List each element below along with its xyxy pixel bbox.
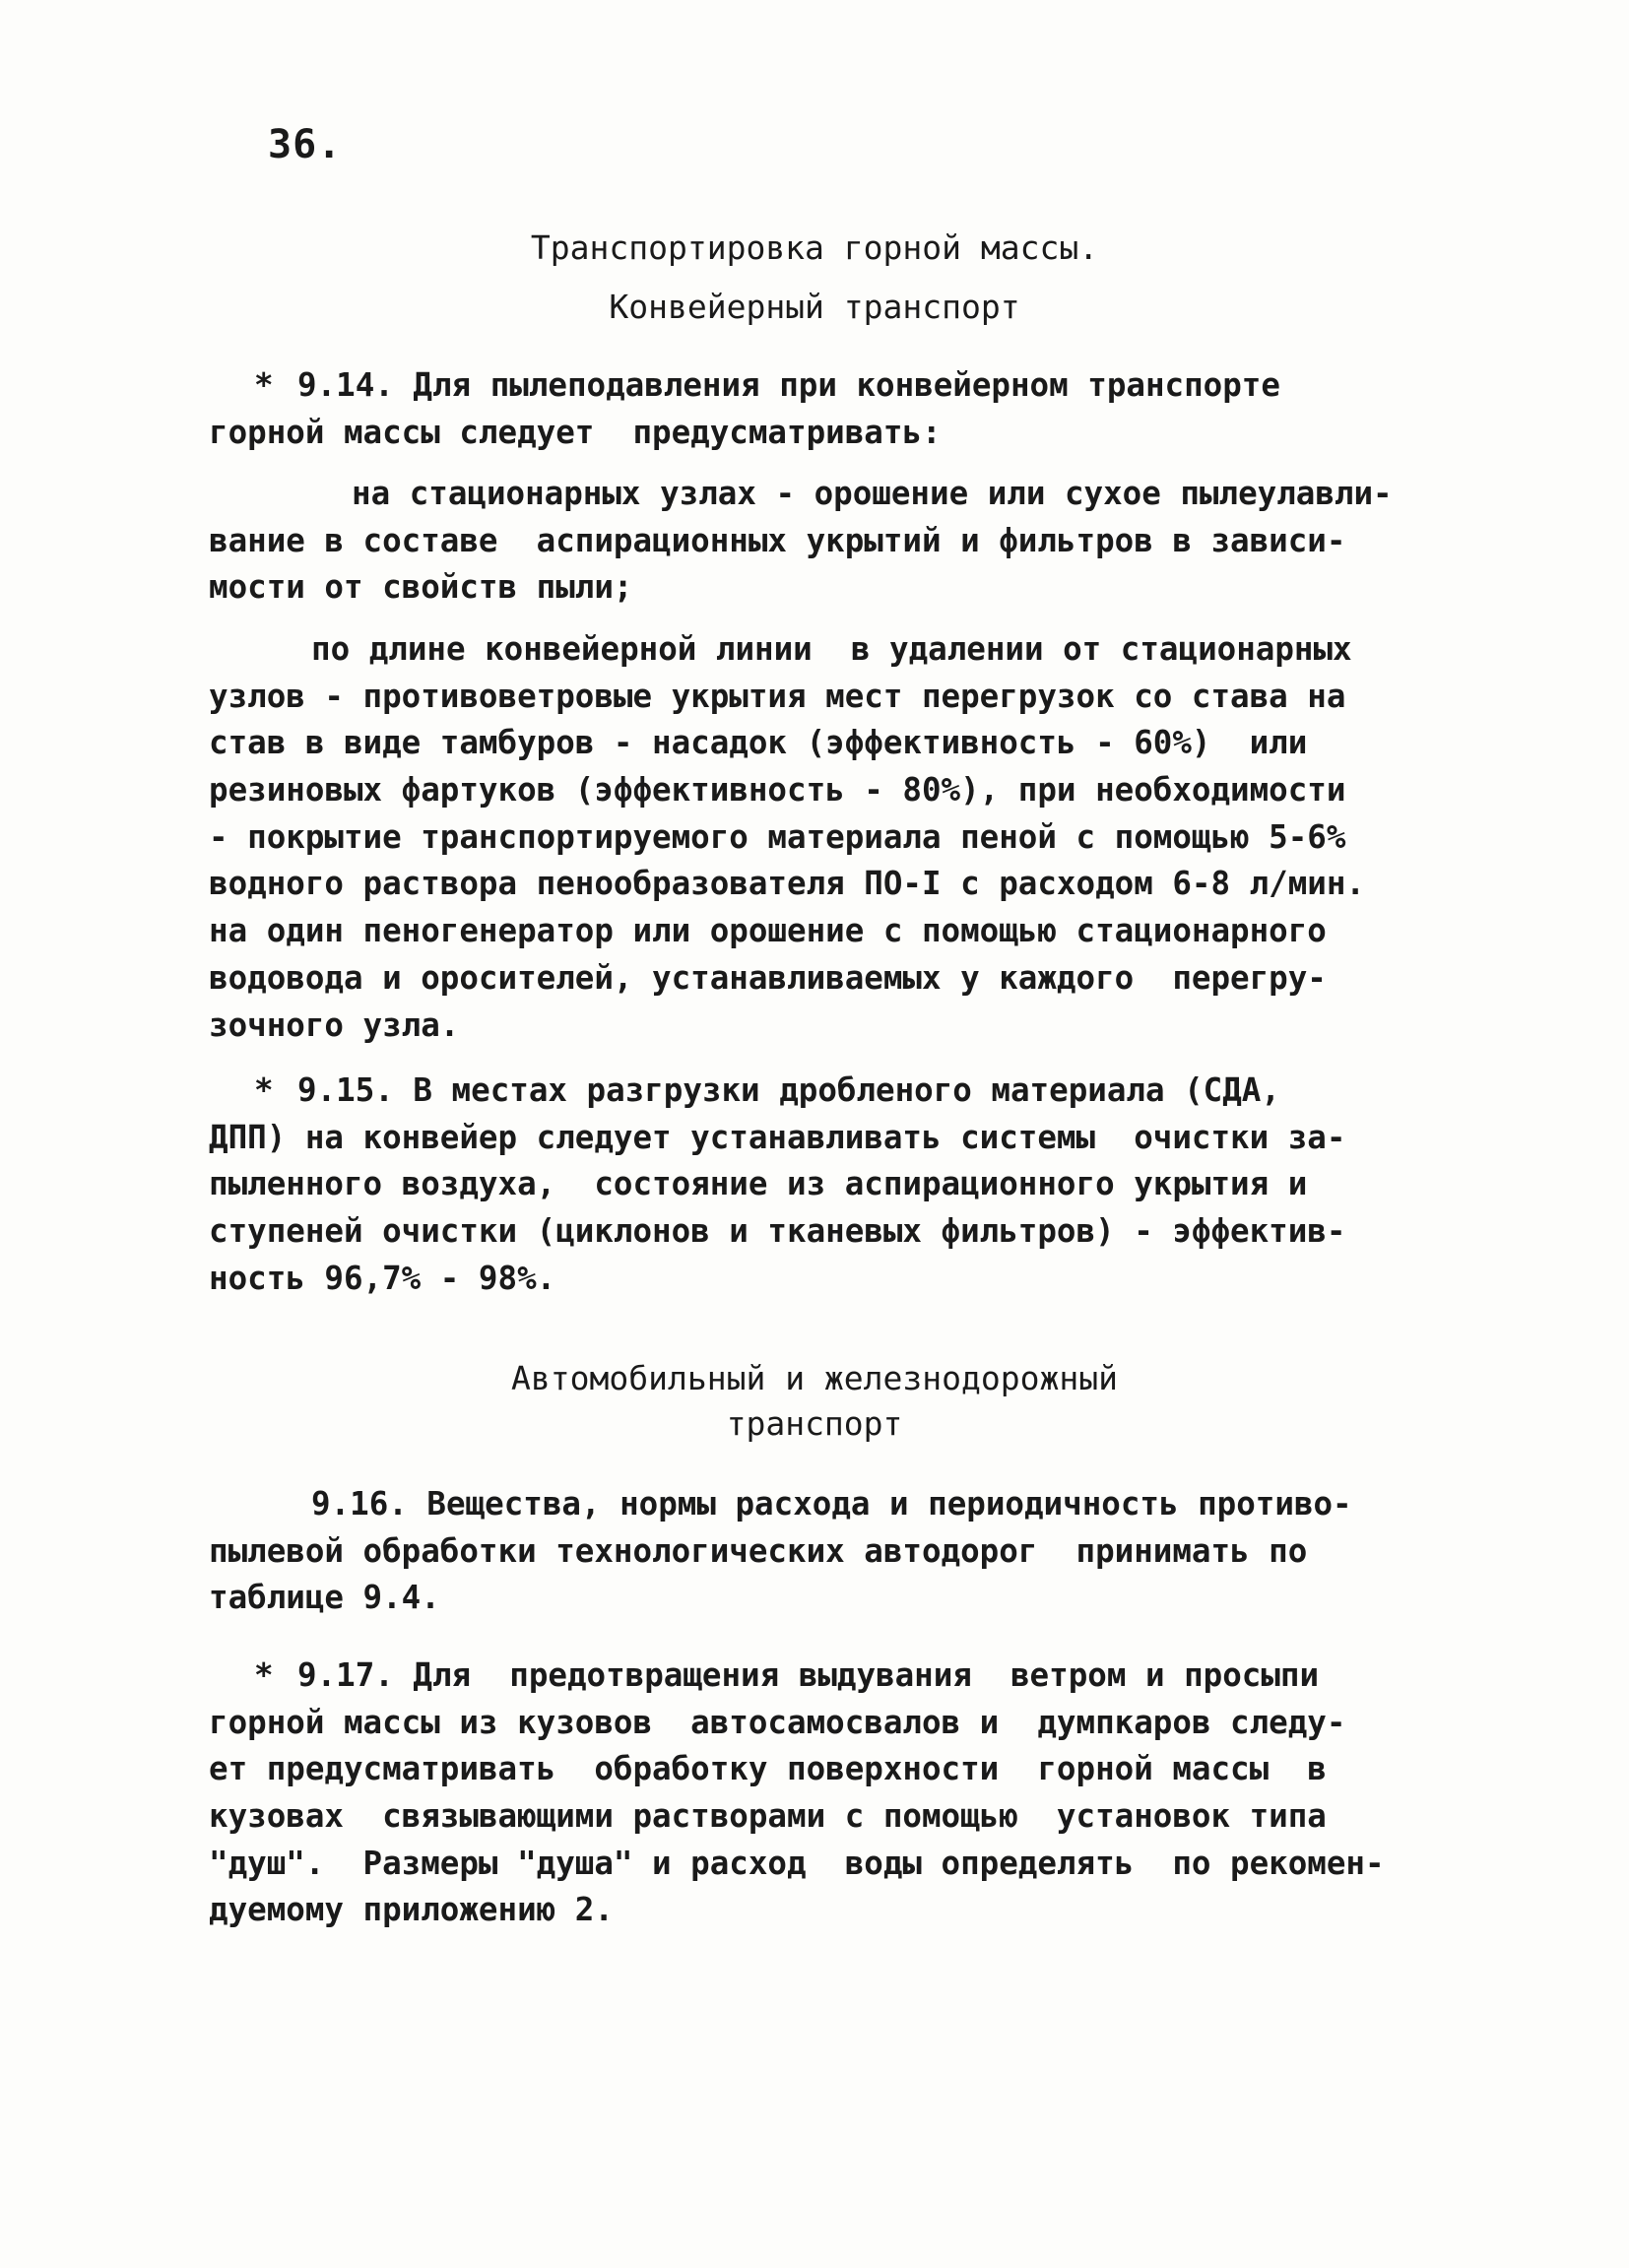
page-number: 36. bbox=[268, 122, 343, 167]
paragraph-line: ет предусматривать обработку поверхности горной массы в bbox=[209, 1750, 1327, 1788]
paragraph-line: В местах разгрузки дробленого материала (СДА, bbox=[413, 1071, 1280, 1109]
paragraph-line: став в виде тамбуров - насадок (эффективность - 60%) или bbox=[209, 724, 1308, 762]
paragraph-line: мости от свойств пыли; bbox=[209, 568, 633, 607]
section-heading-road-rail-line1: Автомобильный и железнодорожный bbox=[511, 1359, 1118, 1397]
section-heading-conveyor-line2: Конвейерный транспорт bbox=[609, 288, 1020, 326]
paragraph-number: 9.17. bbox=[297, 1656, 394, 1694]
paragraph-number: 9.14. bbox=[297, 366, 394, 404]
section-heading-road-rail-line2: транспорт bbox=[726, 1404, 903, 1443]
paragraph-line: водного раствора пенообразователя ПО-I с расходом 6-8 л/мин. bbox=[209, 865, 1365, 903]
paragraph-stationary-nodes bbox=[209, 471, 1430, 612]
paragraph-9-15 bbox=[209, 1068, 1430, 1302]
paragraph-line: "душ". Размеры "душа" и расход воды определять по рекомен- bbox=[209, 1844, 1385, 1882]
paragraph-number: 9.15. bbox=[297, 1071, 394, 1109]
paragraph-line: узлов - противоветровые укрытия мест перегрузок со става на bbox=[209, 677, 1346, 715]
paragraph-line: горной массы из кузовов автосамосвалов и думпкаров следу- bbox=[209, 1703, 1346, 1741]
paragraph-line: Вещества, нормы расхода и периодичность противо- bbox=[426, 1485, 1352, 1523]
paragraph-line: водовода и оросителей, устанавливаемых у каждого перегру- bbox=[209, 958, 1327, 997]
paragraph-line: дуемому приложению 2. bbox=[209, 1891, 614, 1929]
paragraph-9-17 bbox=[209, 1652, 1430, 1934]
paragraph-line: ДПП) на конвейер следует устанавливать системы очистки за- bbox=[209, 1118, 1346, 1156]
paragraph-line: кузовах связывающими растворами с помощью установок типа bbox=[209, 1797, 1327, 1836]
paragraph-line: зочного узла. bbox=[209, 1005, 460, 1044]
paragraph-line: ность 96,7% - 98%. bbox=[209, 1259, 556, 1297]
paragraph-line: резиновых фартуков (эффективность - 80%), при необходимости bbox=[209, 771, 1346, 810]
paragraph-line: Для предотвращения выдувания ветром и просыпи bbox=[413, 1656, 1320, 1694]
paragraph-line: пылевой обработки технологических автодорог принимать по bbox=[209, 1531, 1308, 1570]
paragraph-line: - покрытие транспортируемого материала пеной с помощью 5-6% bbox=[209, 817, 1346, 856]
paragraph-line: таблице 9.4. bbox=[209, 1579, 440, 1617]
paragraph-line: ступеней очистки (циклонов и тканевых фильтров) - эффектив- bbox=[209, 1212, 1346, 1251]
section-heading-conveyor-line1: Транспортировка горной массы. bbox=[530, 228, 1099, 267]
paragraph-line: на стационарных узлах - орошение или сухое пылеулавли- bbox=[352, 475, 1393, 512]
paragraph-conveyor-line bbox=[209, 626, 1430, 1049]
paragraph-line: на один пеногенератор или орошение с помощью стационарного bbox=[209, 912, 1327, 950]
paragraph-line: пыленного воздуха, состояние из аспирационного укрытия и bbox=[209, 1165, 1308, 1203]
paragraph-number: 9.16. bbox=[311, 1485, 408, 1523]
paragraph-9-16 bbox=[209, 1481, 1430, 1622]
change-marker: * bbox=[254, 1071, 274, 1109]
paragraph-line: Для пылеподавления при конвейерном транспорте bbox=[413, 366, 1280, 404]
paragraph-9-14 bbox=[209, 362, 1430, 456]
change-marker: * bbox=[254, 1656, 274, 1694]
paragraph-line: горной массы следует предусматривать: bbox=[209, 413, 942, 451]
change-marker: * bbox=[254, 366, 274, 404]
paragraph-line: вание в составе аспирационных укрытий и фильтров в зависи- bbox=[209, 521, 1346, 559]
paragraph-line: по длине конвейерной линии в удалении от стационарных bbox=[311, 630, 1352, 668]
